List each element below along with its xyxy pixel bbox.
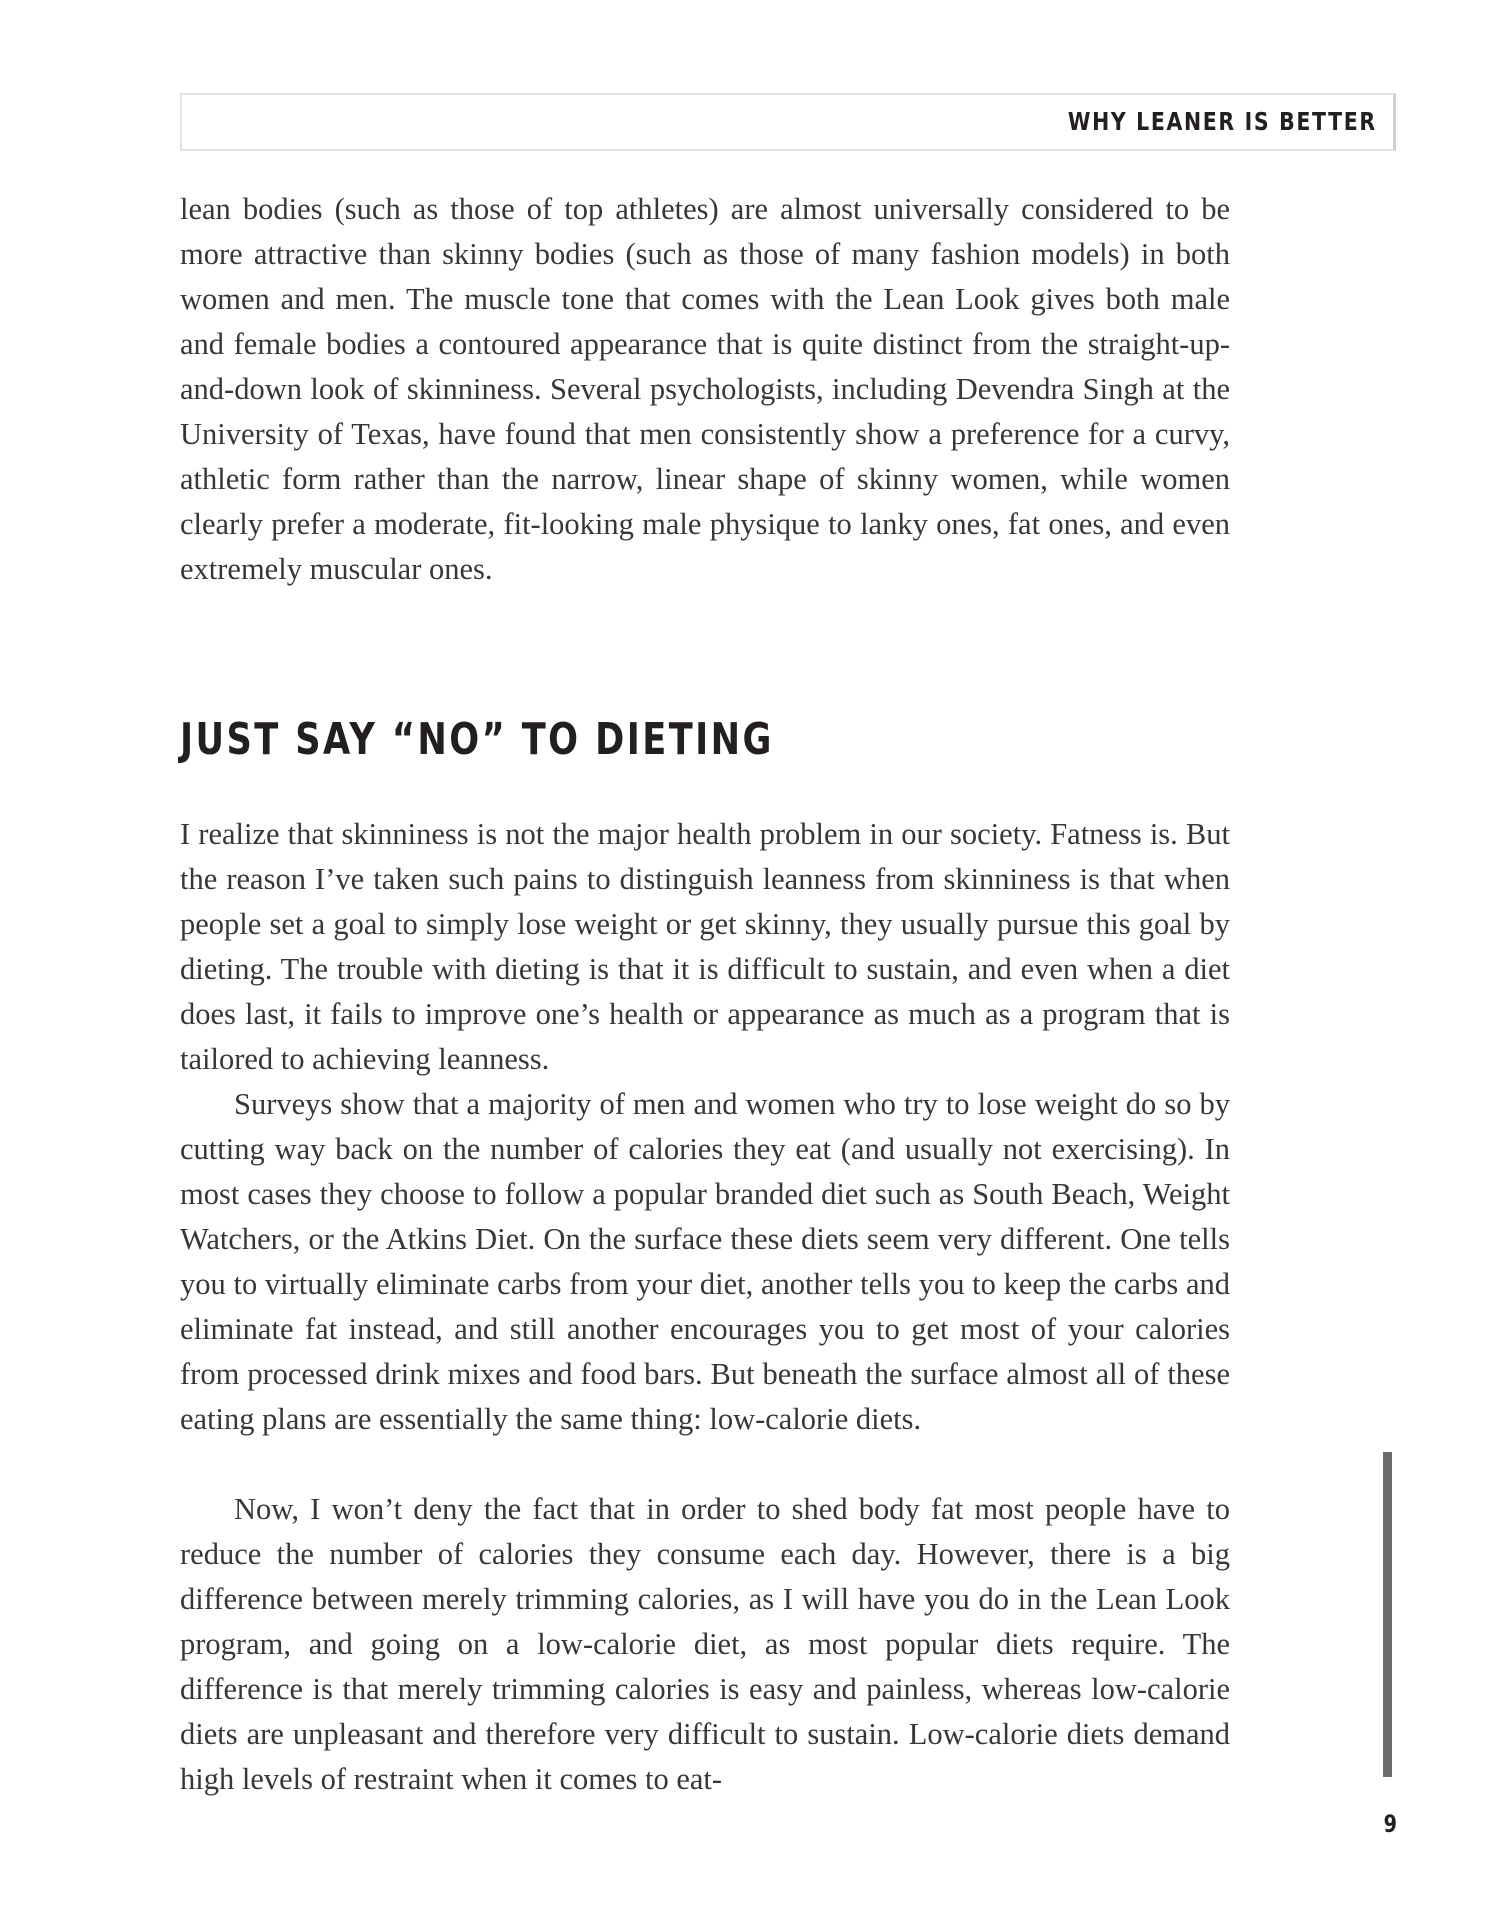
body-paragraph-4: Now, I won’t deny the fact that in order to shed body fat most people have to reduce the number of calories they consume each day. However, there is a big difference between merely trimming calories, as I will have you do in the Lean Look program, and going on a low-calorie diet, as most popular diets require. The difference is that merely trimming calories is easy and painless, whereas low-calorie diets are unpleasant and therefore very difficult to sustain. Low-calorie diets demand high levels of restraint when it comes to eat- (180, 1492, 1230, 1796)
page-number: 9 (1383, 1810, 1398, 1838)
chapter-tab-rule (1383, 1452, 1392, 1777)
body-paragraph-3: Surveys show that a majority of men and women who try to lose weight do so by cutting way back on the number of calories they eat (and usually not exercising). In most cases they choose to follow a popular branded diet such as South Beach, Weight Watchers, or the Atkins Diet. On the surface these diets seem very different. One tells you to virtually eliminate carbs from your diet, another tells you to keep the carbs and eliminate fat instead, and still another encourages you to get most of your calories from processed drink mixes and food bars. But beneath the surface almost all of these eating plans are essentially the same thing: low-calorie diets. (180, 1087, 1230, 1436)
section-heading: JUST SAY “NO” TO DIETING (180, 714, 774, 765)
running-head-frame (180, 93, 1396, 151)
body-paragraph-1: lean bodies (such as those of top athletes) are almost universally considered to be more attractive than skinny bodies (such as those of many fashion models) in both women and men. The muscle tone that comes with the Lean Look gives both male and female bodies a contoured appearance that is quite distinct from the straight-up-and-down look of skinniness. Several psychologists, including Devendra Singh at the University of Texas, have found that men consistently show a preference for a curvy, athletic form rather than the narrow, linear shape of skinny women, while women clearly prefer a moderate, fit-looking male physique to lanky ones, fat ones, and even extremely muscular ones. (180, 192, 1230, 586)
running-head: WHY LEANER IS BETTER (1068, 107, 1377, 136)
body-paragraph-2: I realize that skinniness is not the major health problem in our society. Fatness is. But the reason I’ve taken such pains to distinguish leanness from skinniness is that when people set a goal to simply lose weight or get skinny, they usually pursue this goal by dieting. The trouble with dieting is that it is difficult to sustain, and even when a diet does last, it fails to improve one’s health or appearance as much as a program that is tailored to achieving leanness. (180, 817, 1230, 1076)
